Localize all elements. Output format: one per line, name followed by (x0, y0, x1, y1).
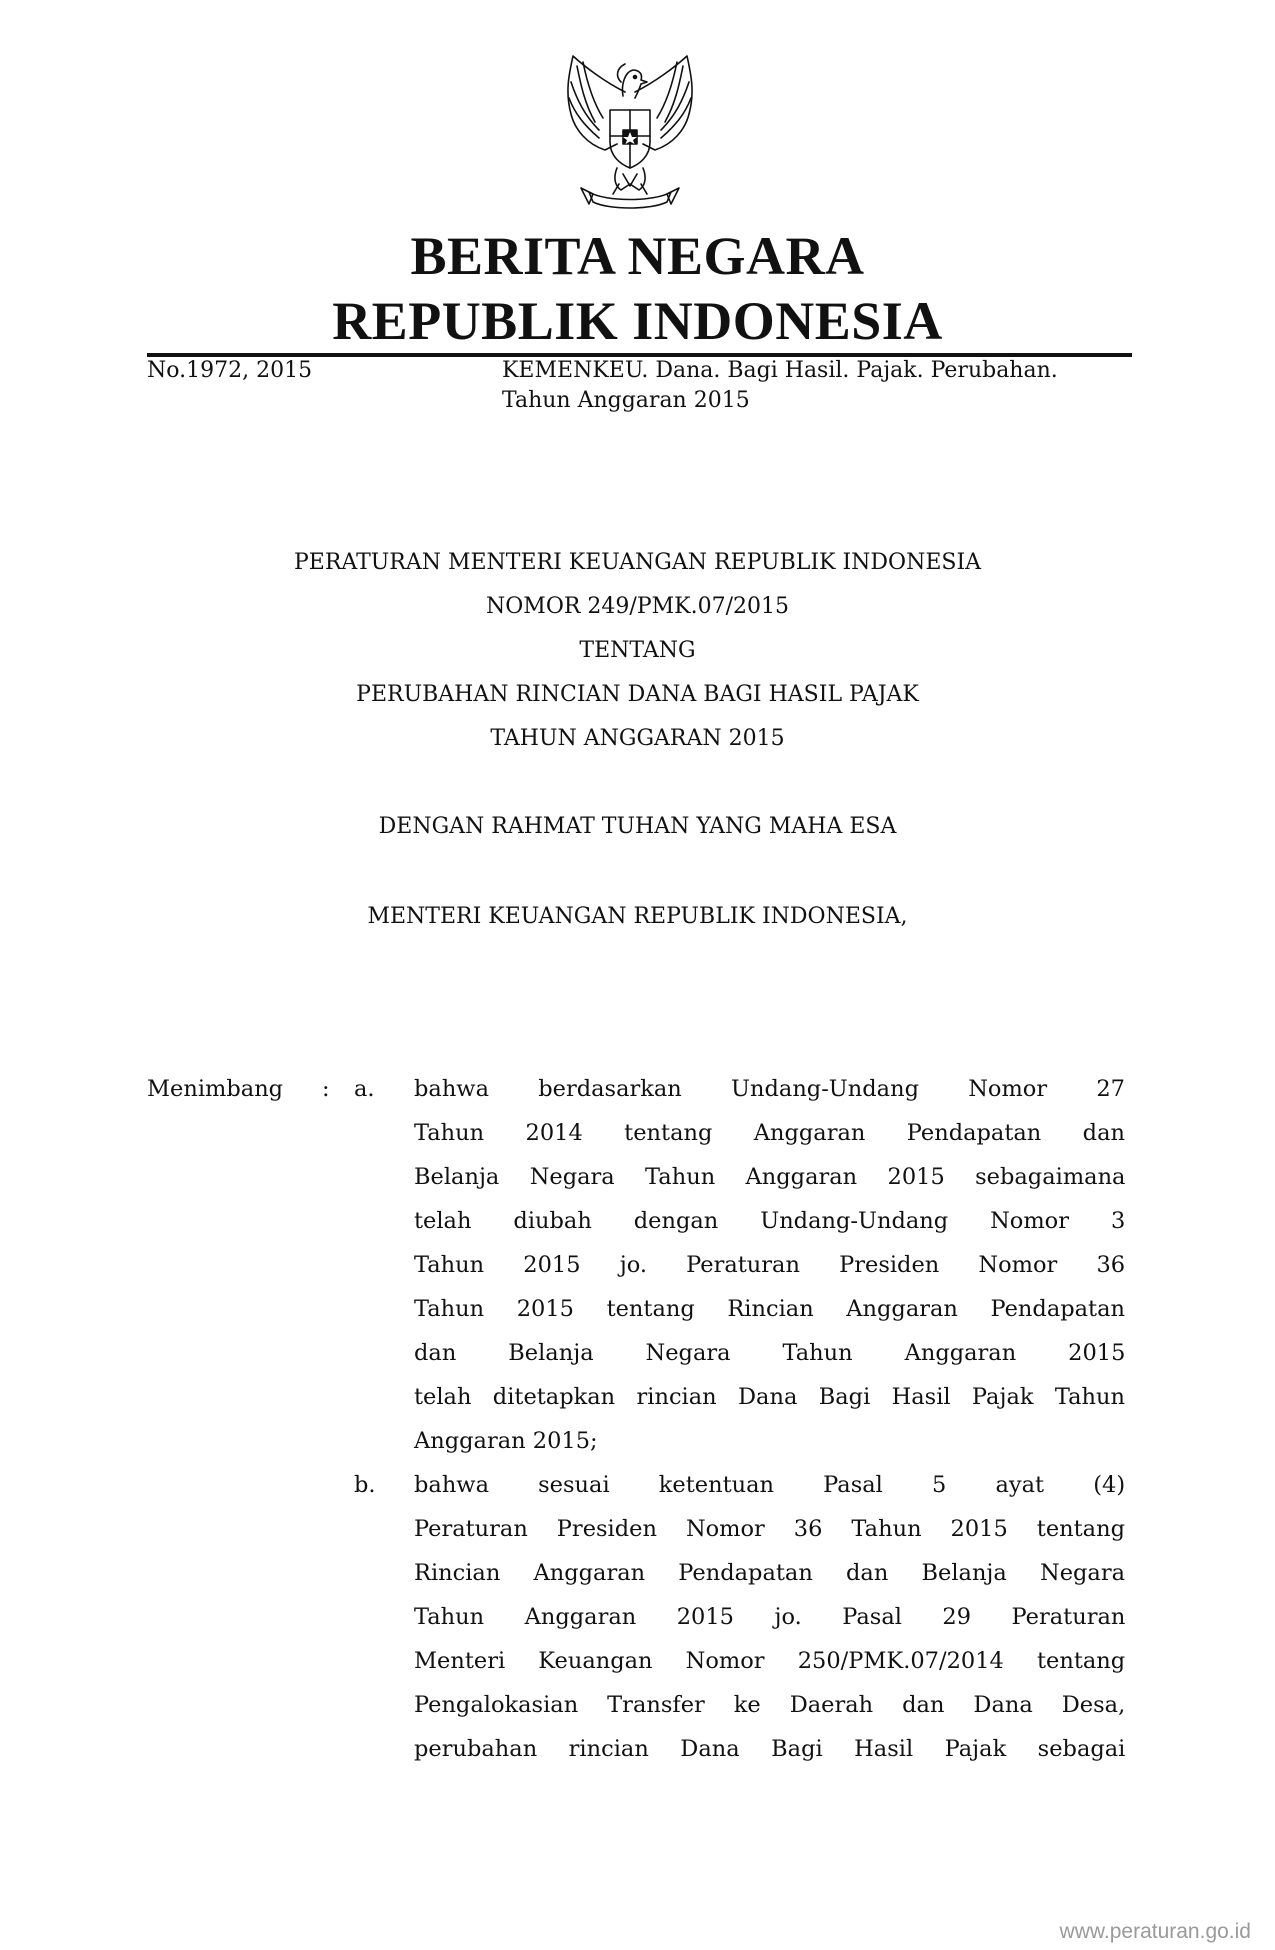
footer-website-url: www.peraturan.go.id (1059, 1920, 1251, 1943)
considering-item-b-line: Tahun Anggaran 2015 jo. Pasal 29 Peraturan (414, 1604, 1126, 1630)
considering-item-a-line: Tahun 2014 tentang Anggaran Pendapatan dan (414, 1120, 1125, 1146)
regulation-subject-line1: PERUBAHAN RINCIAN DANA BAGI HASIL PAJAK (356, 682, 919, 707)
considering-item-a-line: bahwa berdasarkan Undang-Undang Nomor 27 (414, 1076, 1125, 1102)
considering-item-a-line: Anggaran 2015; (414, 1428, 598, 1454)
considering-item-a-line: dan Belanja Negara Tahun Anggaran 2015 (414, 1340, 1126, 1366)
considering-label: Menimbang (147, 1076, 284, 1102)
considering-item-a-line: telah ditetapkan rincian Dana Bagi Hasil Pajak Tahun (414, 1384, 1125, 1410)
considering-item-a-marker: a. (354, 1076, 375, 1102)
considering-item-a-line: Belanja Negara Tahun Anggaran 2015 sebagaimana (414, 1164, 1126, 1190)
gazette-number: No.1972, 2015 (147, 358, 313, 383)
considering-item-a-text (414, 1067, 1125, 1463)
considering-item-b-line: Pengalokasian Transfer ke Daerah dan Dana Desa, (414, 1692, 1126, 1718)
considering-item-b-line: perubahan rincian Dana Bagi Hasil Pajak sebagai (414, 1736, 1126, 1762)
considering-item-a-line: Tahun 2015 jo. Peraturan Presiden Nomor 36 (414, 1252, 1126, 1278)
minister-heading: MENTERI KEUANGAN REPUBLIK INDONESIA, (367, 904, 908, 929)
masthead-title-line1: BERITA NEGARA (410, 226, 865, 286)
considering-colon: : (322, 1076, 330, 1102)
considering-item-a-line: Tahun 2015 tentang Rincian Anggaran Pendapatan (414, 1296, 1125, 1322)
invocation: DENGAN RAHMAT TUHAN YANG MAHA ESA (378, 814, 897, 839)
regulation-title: PERATURAN MENTERI KEUANGAN REPUBLIK INDONESIA (293, 550, 982, 575)
regulation-subject-line2: TAHUN ANGGARAN 2015 (490, 726, 785, 751)
considering-item-b-line: Rincian Anggaran Pendapatan dan Belanja Negara (414, 1560, 1125, 1586)
considering-item-b-marker: b. (354, 1472, 376, 1498)
considering-item-b-line: Peraturan Presiden Nomor 36 Tahun 2015 tentang (414, 1516, 1125, 1542)
considering-item-b-line: Menteri Keuangan Nomor 250/PMK.07/2014 tentang (414, 1648, 1126, 1674)
gazette-subject-line2: Tahun Anggaran 2015 (502, 388, 750, 413)
masthead-title-line2: REPUBLIK INDONESIA (332, 291, 943, 351)
regulation-about: TENTANG (579, 638, 696, 663)
considering-item-b-line: bahwa sesuai ketentuan Pasal 5 ayat (4) (414, 1472, 1126, 1498)
considering-item-a-line: telah diubah dengan Undang-Undang Nomor 3 (414, 1208, 1126, 1234)
gazette-subject (502, 356, 1142, 416)
garuda-emblem-icon (555, 52, 705, 212)
regulation-number: NOMOR 249/PMK.07/2015 (486, 594, 789, 619)
considering-item-b-text (414, 1463, 1125, 1771)
gazette-subject-line1: KEMENKEU. Dana. Bagi Hasil. Pajak. Perubahan. (502, 358, 1058, 383)
